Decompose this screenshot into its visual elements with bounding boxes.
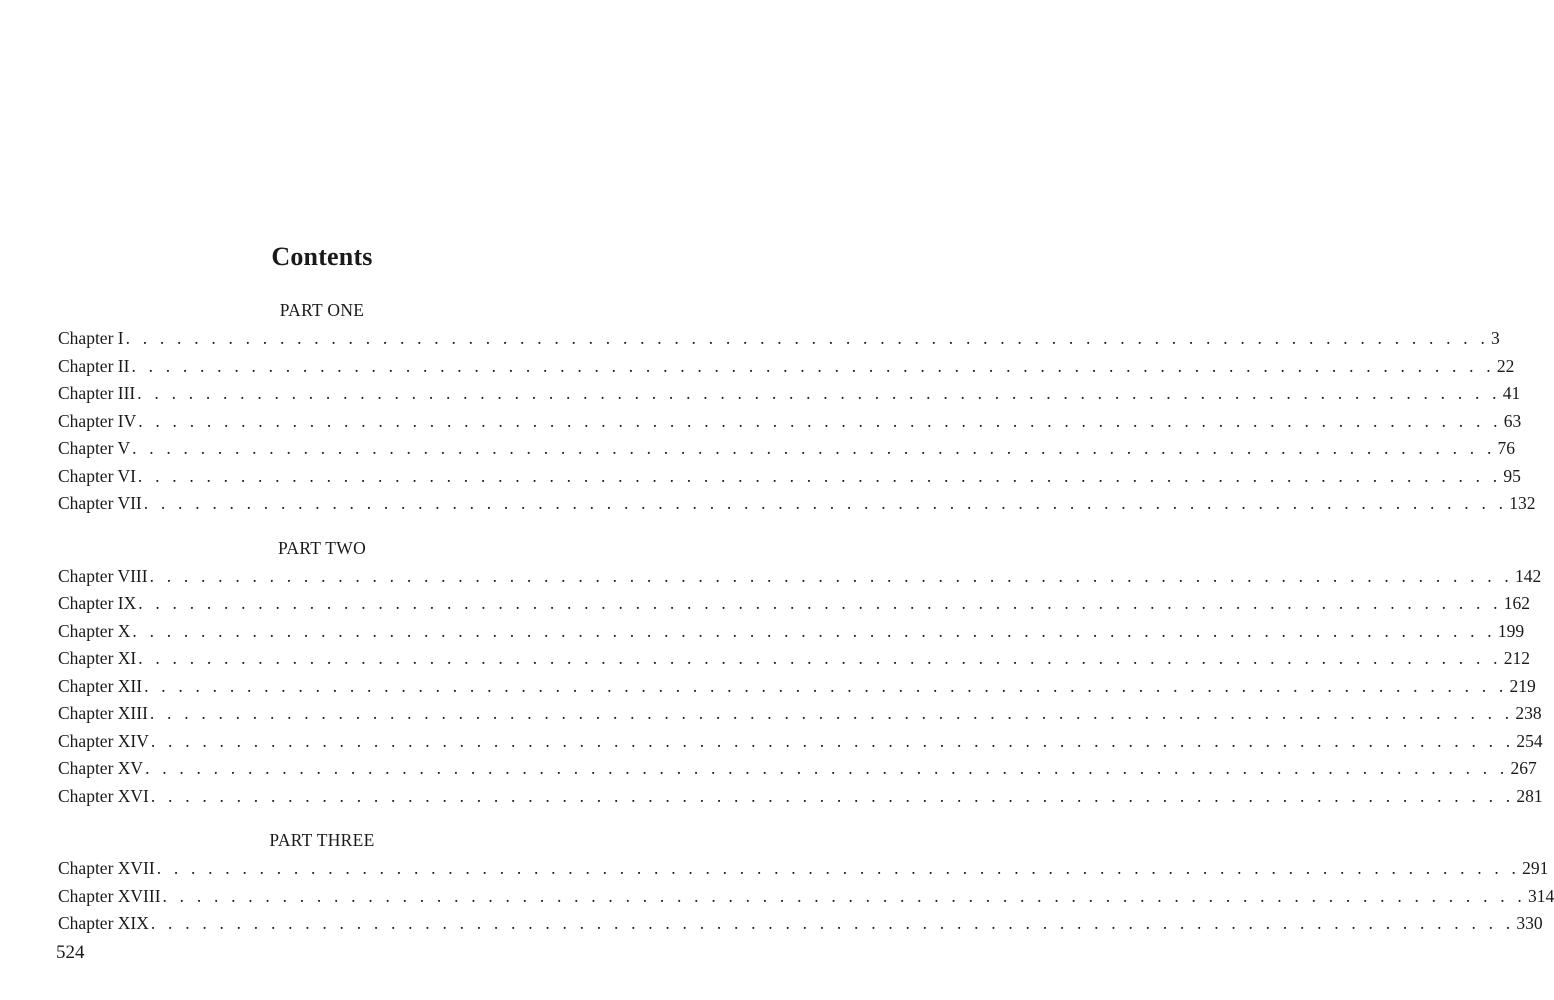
dot-leader: . . . . . . . . . . . . . . . . . . . . . . . . . . . . . . . . . . . . . . . . . . . . . . . . . . . . . . . . . . . . . . . . . . . . . . . . . . . . . . . . bbox=[149, 703, 1514, 723]
toc-entry bbox=[58, 618, 1525, 646]
toc-entry bbox=[58, 563, 1542, 591]
chapter-page-number: 22 bbox=[1496, 355, 1515, 376]
toc-section-part-three bbox=[58, 828, 1554, 938]
chapter-page-number: 199 bbox=[1497, 620, 1525, 641]
toc-entry bbox=[58, 783, 1543, 811]
page-title: Contents bbox=[271, 242, 373, 271]
dot-leader: . . . . . . . . . . . . . . . . . . . . . . . . . . . . . . . . . . . . . . . . . . . . . . . . . . . . . . . . . . . . . . . . . . . . . . . . . . . . . . . . bbox=[150, 785, 1515, 806]
chapter-page-number: 142 bbox=[1515, 565, 1542, 586]
chapter-page-number: 162 bbox=[1503, 593, 1530, 613]
dot-leader: . . . . . . . . . . . . . . . . . . . . . . . . . . . . . . . . . . . . . . . . . . . . . . . . . . . . . . . . . . . . . . . . . . . . . . . . . . . . . . . . bbox=[138, 648, 1502, 668]
dot-leader: . . . . . . . . . . . . . . . . . . . . . . . . . . . . . . . . . . . . . . . . . . . . . . . . . . . . . . . . . . . . . . . . . . . . . . . . . . . . . . . . bbox=[162, 885, 1526, 906]
dot-leader: . . . . . . . . . . . . . . . . . . . . . . . . . . . . . . . . . . . . . . . . . . . . . . . . . . . . . . . . . . . . . . . . . . . . . . . . . . . . . . . . bbox=[144, 675, 1508, 696]
chapter-title: Chapter XVIII bbox=[58, 885, 161, 906]
chapter-title: Chapter VII bbox=[58, 493, 142, 513]
dot-leader: . . . . . . . . . . . . . . . . . . . . . . . . . . . . . . . . . . . . . . . . . . . . . . . . . . . . . . . . . . . . . . . . . . . . . . . . . . . . . . . . bbox=[125, 328, 1490, 348]
chapter-page-number: 3 bbox=[1491, 328, 1500, 348]
toc-entry bbox=[58, 435, 1516, 463]
dot-leader: . . . . . . . . . . . . . . . . . . . . . . . . . . . . . . . . . . . . . . . . . . . . . . . . . . . . . . . . . . . . . . . . . . . . . . . . . . . . . . . . bbox=[143, 493, 1508, 513]
chapter-page-number: 132 bbox=[1509, 493, 1536, 513]
chapter-title: Chapter XIV bbox=[58, 730, 149, 751]
toc-entry bbox=[58, 700, 1542, 728]
chapter-title: Chapter XI bbox=[58, 648, 137, 668]
chapter-title: Chapter II bbox=[58, 355, 130, 376]
toc-entry bbox=[58, 490, 1536, 518]
chapter-page-number: 281 bbox=[1516, 785, 1543, 806]
toc-section-part-one bbox=[58, 298, 1536, 518]
chapter-title: Chapter XIII bbox=[58, 703, 148, 723]
toc-entry bbox=[58, 883, 1554, 911]
toc-entry bbox=[58, 755, 1537, 783]
chapter-page-number: 76 bbox=[1497, 438, 1516, 458]
dot-leader: . . . . . . . . . . . . . . . . . . . . . . . . . . . . . . . . . . . . . . . . . . . . . . . . . . . . . . . . . . . . . . . . . . . . . . . . . . . . . . . . bbox=[132, 438, 1496, 458]
chapter-page-number: 41 bbox=[1502, 383, 1521, 403]
dot-leader: . . . . . . . . . . . . . . . . . . . . . . . . . . . . . . . . . . . . . . . . . . . . . . . . . . . . . . . . . . . . . . . . . . . . . . . . . . . . . . . . bbox=[156, 858, 1521, 878]
toc-entry bbox=[58, 728, 1543, 756]
dot-leader: . . . . . . . . . . . . . . . . . . . . . . . . . . . . . . . . . . . . . . . . . . . . . . . . . . . . . . . . . . . . . . . . . . . . . . . . . . . . . . . . bbox=[137, 383, 1501, 403]
chapter-title: Chapter III bbox=[58, 383, 136, 403]
page-number: 524 bbox=[56, 942, 85, 963]
dot-leader: . . . . . . . . . . . . . . . . . . . . . . . . . . . . . . . . . . . . . . . . . . . . . . . . . . . . . . . . . . . . . . . . . . . . . . . . . . . . . . . . bbox=[138, 593, 1502, 613]
chapter-page-number: 314 bbox=[1527, 885, 1554, 906]
dot-leader: . . . . . . . . . . . . . . . . . . . . . . . . . . . . . . . . . . . . . . . . . . . . . . . . . . . . . . . . . . . . . . . . . . . . . . . . . . . . . . . . bbox=[131, 355, 1495, 376]
chapter-title: Chapter IX bbox=[58, 593, 137, 613]
toc-entry bbox=[58, 325, 1500, 353]
dot-leader: . . . . . . . . . . . . . . . . . . . . . . . . . . . . . . . . . . . . . . . . . . . . . . . . . . . . . . . . . . . . . . . . . . . . . . . . . . . . . . . . bbox=[149, 565, 1514, 586]
toc-entry bbox=[58, 408, 1522, 436]
chapter-title: Chapter I bbox=[58, 328, 124, 348]
part-heading: PART THREE bbox=[269, 830, 375, 850]
chapter-title: Chapter IV bbox=[58, 410, 137, 431]
toc-entry bbox=[58, 910, 1543, 938]
dot-leader: . . . . . . . . . . . . . . . . . . . . . . . . . . . . . . . . . . . . . . . . . . . . . . . . . . . . . . . . . . . . . . . . . . . . . . . . . . . . . . . . bbox=[150, 730, 1515, 751]
chapter-page-number: 291 bbox=[1522, 858, 1549, 878]
chapter-title: Chapter VIII bbox=[58, 565, 148, 586]
dot-leader: . . . . . . . . . . . . . . . . . . . . . . . . . . . . . . . . . . . . . . . . . . . . . . . . . . . . . . . . . . . . . . . . . . . . . . . . . . . . . . . . bbox=[150, 913, 1515, 933]
chapter-page-number: 63 bbox=[1503, 410, 1522, 431]
chapter-title: Chapter XVI bbox=[58, 785, 149, 806]
chapter-page-number: 238 bbox=[1515, 703, 1542, 723]
toc-entry bbox=[58, 855, 1549, 883]
dot-leader: . . . . . . . . . . . . . . . . . . . . . . . . . . . . . . . . . . . . . . . . . . . . . . . . . . . . . . . . . . . . . . . . . . . . . . . . . . . . . . . . bbox=[132, 620, 1496, 641]
chapter-title: Chapter X bbox=[58, 620, 131, 641]
dot-leader: . . . . . . . . . . . . . . . . . . . . . . . . . . . . . . . . . . . . . . . . . . . . . . . . . . . . . . . . . . . . . . . . . . . . . . . . . . . . . . . . bbox=[138, 410, 1502, 431]
chapter-title: Chapter XV bbox=[58, 758, 144, 778]
chapter-page-number: 330 bbox=[1516, 913, 1543, 933]
toc-entry bbox=[58, 590, 1530, 618]
toc-entry bbox=[58, 645, 1530, 673]
chapter-page-number: 267 bbox=[1510, 758, 1537, 778]
table-of-contents bbox=[58, 298, 1554, 940]
chapter-title: Chapter XVII bbox=[58, 858, 155, 878]
chapter-page-number: 254 bbox=[1516, 730, 1543, 751]
chapter-title: Chapter V bbox=[58, 438, 131, 458]
toc-entry bbox=[58, 353, 1515, 381]
chapter-title: Chapter VI bbox=[58, 465, 136, 486]
chapter-page-number: 219 bbox=[1509, 675, 1536, 696]
toc-entry bbox=[58, 673, 1536, 701]
dot-leader: . . . . . . . . . . . . . . . . . . . . . . . . . . . . . . . . . . . . . . . . . . . . . . . . . . . . . . . . . . . . . . . . . . . . . . . . . . . . . . . . bbox=[137, 465, 1502, 486]
dot-leader: . . . . . . . . . . . . . . . . . . . . . . . . . . . . . . . . . . . . . . . . . . . . . . . . . . . . . . . . . . . . . . . . . . . . . . . . . . . . . . . . bbox=[145, 758, 1509, 778]
chapter-page-number: 212 bbox=[1503, 648, 1530, 668]
toc-entry bbox=[58, 380, 1521, 408]
toc-entry bbox=[58, 463, 1521, 491]
toc-section-part-two bbox=[58, 536, 1543, 811]
chapter-page-number: 95 bbox=[1503, 465, 1521, 486]
chapter-title: Chapter XII bbox=[58, 675, 143, 696]
part-heading: PART TWO bbox=[277, 537, 367, 558]
part-heading: PART ONE bbox=[279, 300, 365, 320]
chapter-title: Chapter XIX bbox=[58, 913, 149, 933]
